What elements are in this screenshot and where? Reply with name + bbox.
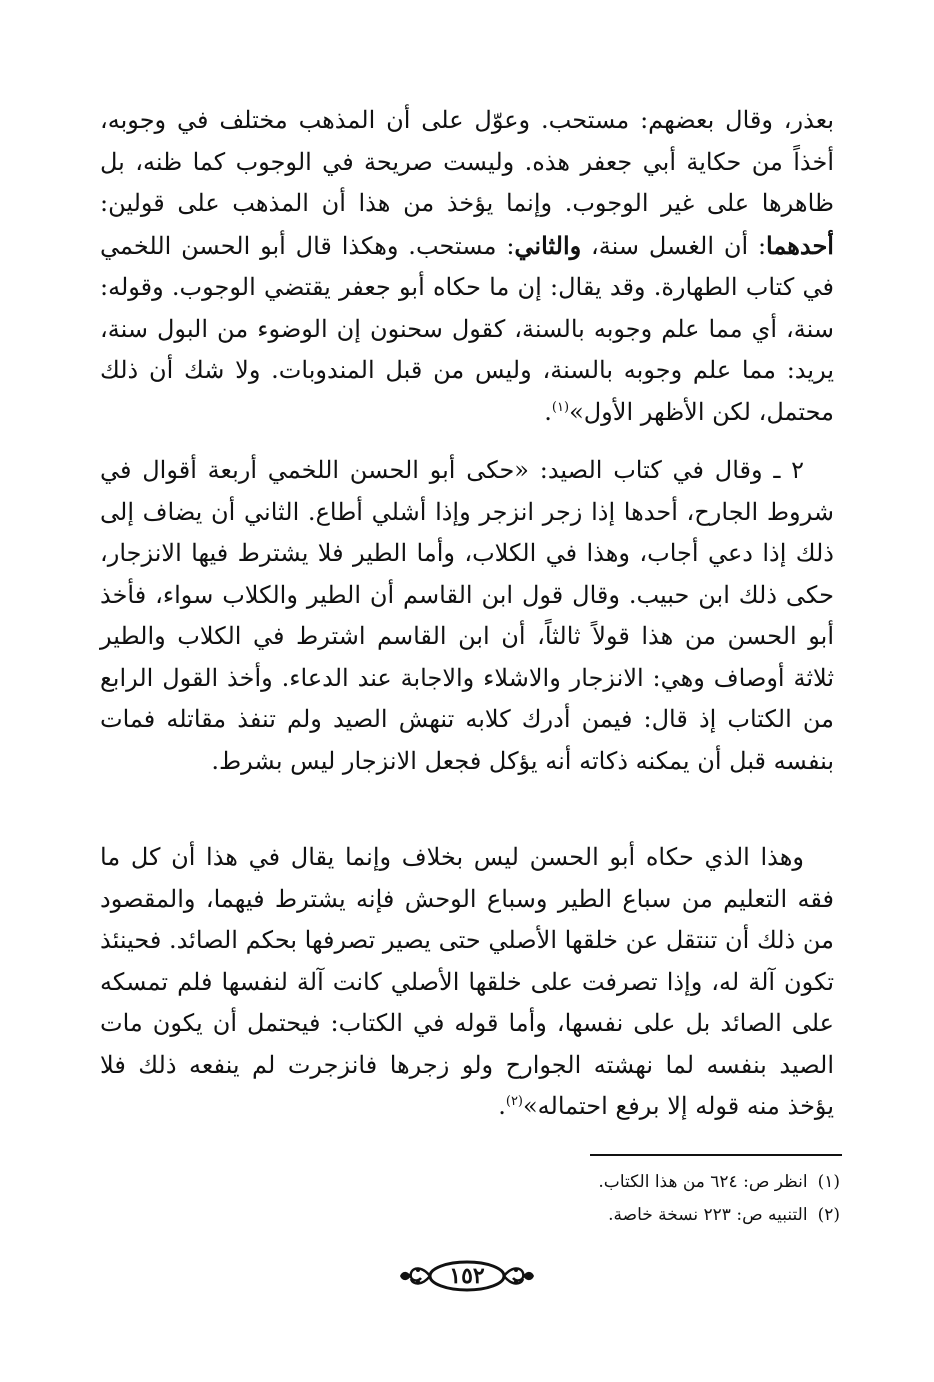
- paragraph-2-text: ٢ ـ وقال في كتاب الصيد: «حكى أبو الحسن اللخمي أربعة أقوال في شروط الجارح، أحدها إذا زجر انزجر وإذا أشلي أطاع. الثاني أن يضاف إلى ذلك إذا دعي أجاب، وهذا في الكلاب، وأما الطير فلا يشترط فيها الانزجار، حكى ذلك ابن حبيب. وقال قول ابن القاسم أن الطير والكلاب سواء، فأخذ أبو الحسن من هذا قولاً ثالثاً، أن ابن القاسم اشترط في الكلاب والطير ثلاثة أوصاف وهي: الانزجار والاشلاء والاجابة عند الدعاء. وأخذ القول الرابع من الكتاب إذ قال: فيمن أدرك كلابه تنهش الصيد ولم تنفذ مقاتله فمات بنفسه قبل أن يمكنه ذكاته أنه يؤكل فجعل الانزجار ليس بشرط.: [100, 456, 834, 775]
- paragraph-3-text: وهذا الذي حكاه أبو الحسن ليس بخلاف وإنما يقال في هذا أن كل ما فقه التعليم من سباع الطير وسباع الوحش فإنه يشترط فيهما، والمقصود من ذلك أن تنتقل عن خلقها الأصلي حتى يصير تصرفها بحكم الصائد. فحينئذ تكون آلة له، وإذا تصرفت على خلقها الأصلي كانت آلة لنفسها فلم تمسكه على الصائد بل على نفسها، وأما قوله في الكتاب: فيحتمل أن يكون مات الصيد بنفسه لما نهشته الجوارح ولو زجرها فانزجرت لم ينفعه ذلك فلا يؤخذ منه قوله إلا برفع احتماله»: [100, 843, 834, 1120]
- footnotes: [100, 1166, 840, 1232]
- paragraph-3: [100, 837, 834, 1128]
- footnote-ref-1[interactable]: (١): [551, 399, 570, 415]
- paragraph-1-text-a: بعذر، وقال بعضهم: مستحب. وعوّل على أن المذهب مختلف في وجوبه، أخذاً من حكاية أبي جعفر هذه. وليست صريحة في الوجوب كما ظنه، بل ظاهرها على غير الوجوب. وإنما يؤخذ من هذا أن المذهب على قولين:: [100, 106, 834, 217]
- footnote-ref-2[interactable]: (٢): [505, 1094, 523, 1109]
- paragraph-1-bold-first: أحدهما: [766, 230, 834, 260]
- page-number-ornament: [397, 1253, 537, 1299]
- footnote-1: [100, 1166, 840, 1199]
- paragraph-1-bold-second: والثاني: [514, 230, 582, 260]
- paragraph-1: [100, 100, 834, 433]
- paragraph-3-end: .: [498, 1092, 506, 1120]
- paragraph-1-end: .: [544, 397, 552, 426]
- paragraph-1-text-b: : أن الغسل سنة،: [581, 231, 767, 260]
- footnote-separator: [590, 1154, 842, 1156]
- footnote-2: [100, 1199, 840, 1232]
- footnote-1-number: (١): [817, 1172, 840, 1192]
- footnote-2-text: التنبيه ص: ٢٢٣ نسخة خاصة.: [608, 1205, 808, 1225]
- footnote-2-number: (٢): [817, 1205, 840, 1225]
- paragraph-2: [100, 450, 834, 782]
- page-number: ١٥٢: [449, 1263, 485, 1289]
- paragraph-1-text-c: : مستحب. وهكذا قال أبو الحسن اللخمي في كتاب الطهارة. وقد يقال: إن ما حكاه أبو جعفر يقتضي الوجوب. وقوله: سنة، أي مما علم وجوبه بالسنة، كقول سحنون إن الوضوء من البول سنة، يريد: مما علم وجوبه بالسنة، وليس من قبل المندوبات. ولا شك أن ذلك محتمل، لكن الأظهر الأول»: [100, 231, 834, 426]
- footnote-1-text: انظر ص: ٦٢٤ من هذا الكتاب.: [598, 1172, 808, 1192]
